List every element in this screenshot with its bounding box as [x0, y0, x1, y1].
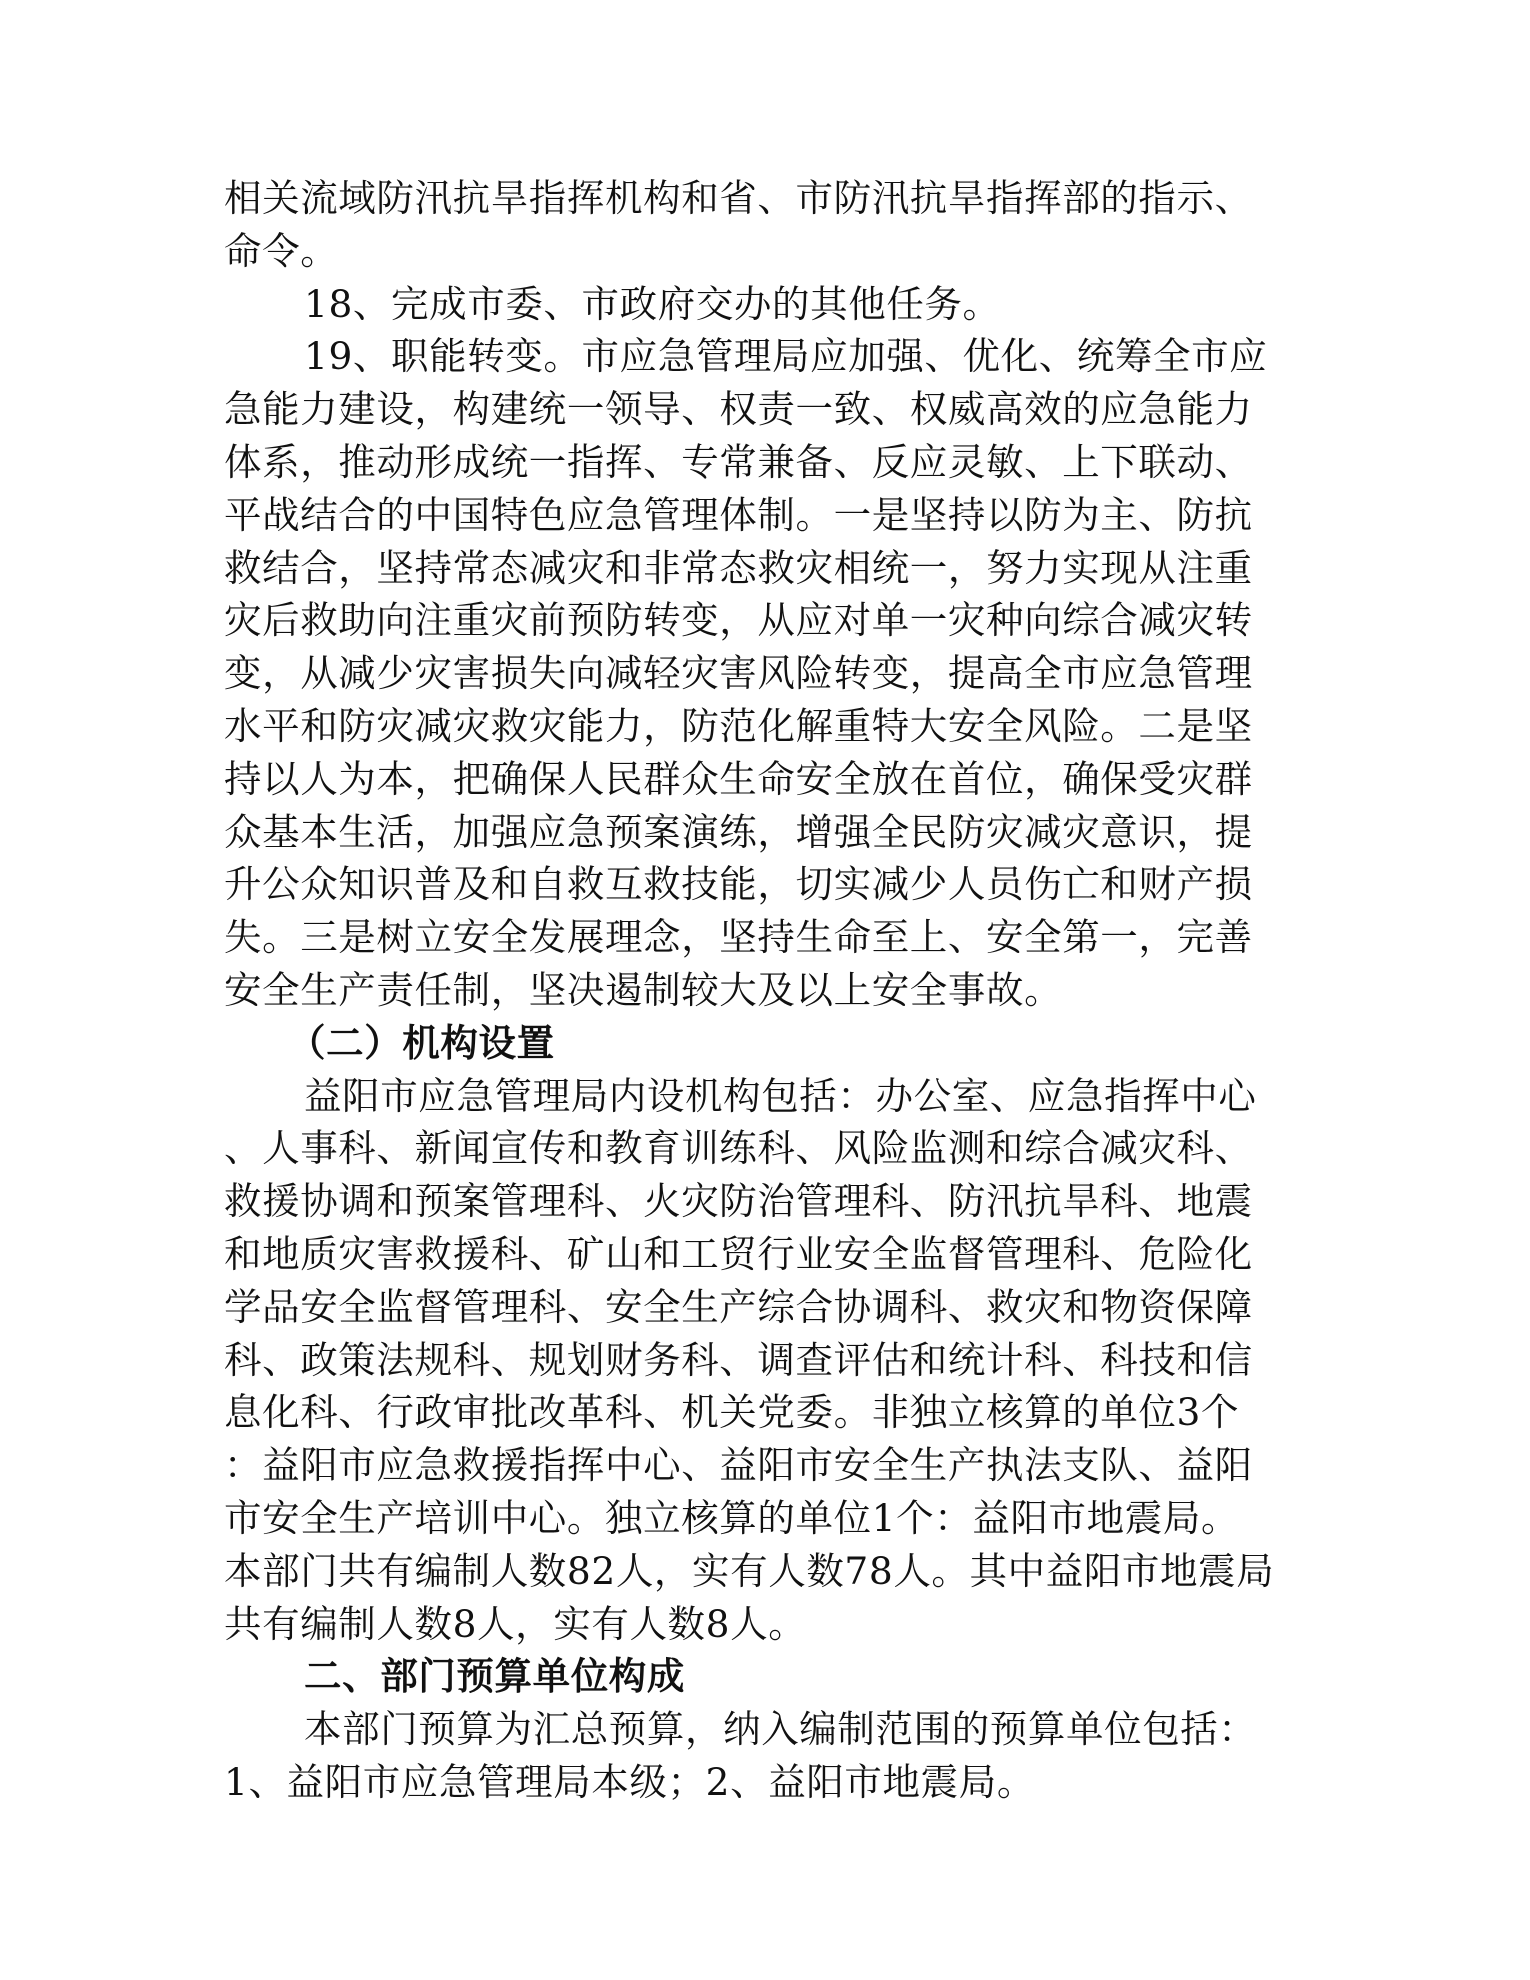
text-line: 市安全生产培训中心。独立核算的单位1个：益阳市地震局。	[224, 1495, 1240, 1540]
text-line: 平战结合的中国特色应急管理体制。一是坚持以防为主、防抗	[224, 492, 1253, 537]
text-line: 19、职能转变。市应急管理局应加强、优化、统筹全市应	[304, 334, 1268, 379]
section-heading: （二）机构设置	[288, 1020, 555, 1065]
text-line: 和地质灾害救援科、矿山和工贸行业安全监督管理科、危险化	[224, 1231, 1253, 1276]
text-line: 命令。	[224, 228, 339, 273]
text-line: 益阳市应急管理局内设机构包括：办公室、应急指挥中心	[304, 1073, 1257, 1118]
text-line: 安全生产责任制，坚决遏制较大及以上安全事故。	[224, 967, 1063, 1012]
text-line: 、人事科、新闻宣传和教育训练科、风险监测和综合减灾科、	[224, 1126, 1253, 1171]
text-line: ：益阳市应急救援指挥中心、益阳市安全生产执法支队、益阳	[224, 1443, 1253, 1488]
text-line: 持以人为本，把确保人民群众生命安全放在首位，确保受灾群	[224, 756, 1253, 801]
text-line: 科、政策法规科、规划财务科、调查评估和统计科、科技和信	[224, 1337, 1253, 1382]
document-body	[224, 172, 1300, 1809]
text-line: 变，从减少灾害损失向减轻灾害风险转变，提高全市应急管理	[224, 651, 1253, 696]
text-line: 救结合，坚持常态减灾和非常态救灾相统一，努力实现从注重	[224, 545, 1253, 590]
text-line: 水平和防灾减灾救灾能力，防范化解重特大安全风险。二是坚	[224, 703, 1253, 748]
section-heading: 二、部门预算单位构成	[304, 1654, 685, 1699]
text-line: 众基本生活，加强应急预案演练，增强全民防灾减灾意识，提	[224, 809, 1253, 854]
text-line: 18、完成市委、市政府交办的其他任务。	[304, 281, 1001, 326]
text-line: 体系，推动形成统一指挥、专常兼备、反应灵敏、上下联动、	[224, 439, 1253, 484]
text-line: 灾后救助向注重灾前预防转变，从应对单一灾种向综合减灾转	[224, 598, 1253, 643]
text-line: 失。三是树立安全发展理念，坚持生命至上、安全第一，完善	[224, 915, 1253, 960]
text-line: 急能力建设，构建统一领导、权责一致、权威高效的应急能力	[224, 387, 1253, 432]
text-line: 相关流域防汛抗旱指挥机构和省、市防汛抗旱指挥部的指示、	[224, 176, 1253, 220]
text-line: 学品安全监督管理科、安全生产综合协调科、救灾和物资保障	[224, 1284, 1253, 1329]
text-line: 本部门共有编制人数82人，实有人数78人。其中益阳市地震局	[224, 1548, 1275, 1593]
text-line: 息化科、行政审批改革科、机关党委。非独立核算的单位3个	[224, 1390, 1240, 1435]
text-line: 1、益阳市应急管理局本级；2、益阳市地震局。	[224, 1759, 1035, 1804]
text-line: 救援协调和预案管理科、火灾防治管理科、防汛抗旱科、地震	[224, 1179, 1253, 1224]
text-line: 升公众知识普及和自救互救技能，切实减少人员伤亡和财产损	[224, 862, 1253, 907]
text-line: 本部门预算为汇总预算，纳入编制范围的预算单位包括：	[304, 1707, 1257, 1752]
text-line: 共有编制人数8人，实有人数8人。	[224, 1601, 807, 1646]
